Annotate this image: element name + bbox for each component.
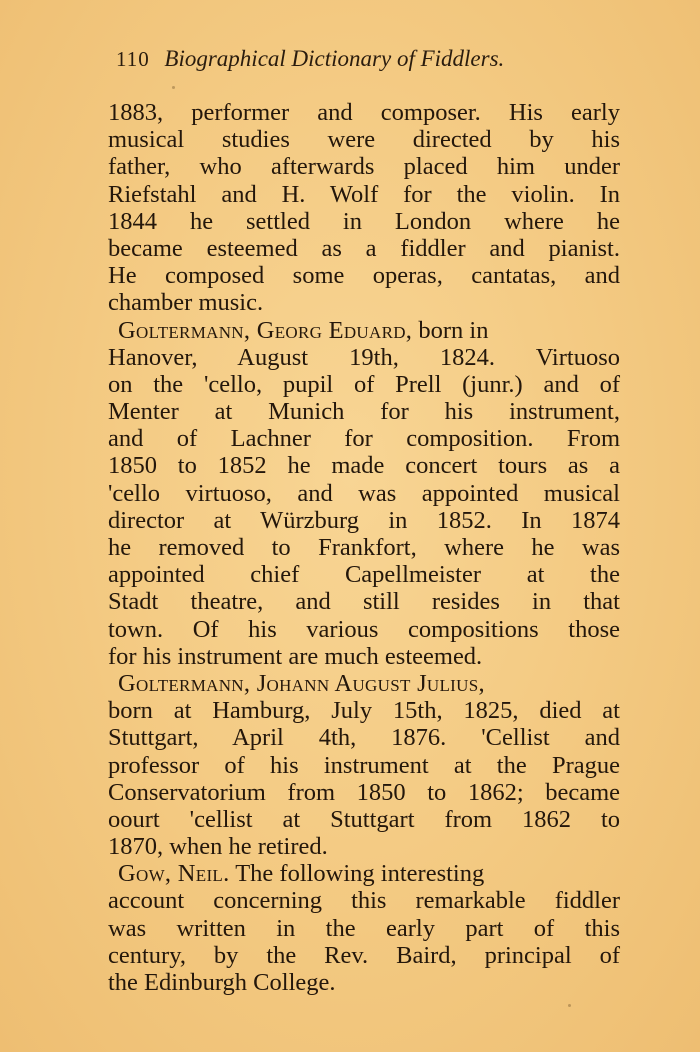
text-line — [108, 371, 620, 398]
text-line — [108, 317, 620, 344]
text-line — [108, 616, 620, 643]
text-line — [108, 887, 620, 914]
line-text: Conservatorium from 1850 to 1862; became — [108, 778, 620, 806]
text-line — [108, 670, 620, 697]
line-text: Hanover, August 19th, 1824. Virtuoso — [108, 343, 620, 371]
text-line — [108, 289, 620, 316]
line-text: appointed chief Capellmeister at the — [108, 561, 620, 589]
text-line — [108, 153, 620, 180]
line-text: he removed to Frankfort, where he was — [108, 534, 620, 561]
line-text: professor of his instrument at the Prague — [108, 751, 620, 779]
line-text: century, by the Rev. Baird, principal of — [108, 941, 620, 969]
line-text: became esteemed as a fiddler and pianist. — [108, 234, 620, 262]
text-line — [108, 942, 620, 969]
entry-text: The following interesting — [229, 860, 485, 888]
text-line — [108, 99, 620, 126]
text-line — [108, 398, 620, 425]
entry-headword: Goltermann, Georg Eduard, — [118, 316, 413, 344]
line-text: Stadt theatre, and still resides in that — [108, 588, 620, 616]
text-line — [108, 915, 620, 942]
line-text: town. Of his various compositions those — [108, 615, 620, 643]
text-line — [108, 181, 620, 208]
line-text: father, who afterwards placed him under — [108, 153, 620, 181]
entry-headword: Goltermann, Johann August Julius, — [118, 669, 485, 697]
line-text: director at Würzburg in 1852. In 1874 — [108, 506, 620, 534]
text-line — [108, 969, 620, 996]
line-text: on the 'cello, pupil of Prell (junr.) and of — [108, 370, 620, 398]
line-text: chamber music. — [108, 289, 264, 317]
text-line — [108, 208, 620, 235]
line-text: 1883, performer and composer. His early — [108, 99, 620, 126]
line-text: was written in the early part of this — [108, 914, 620, 942]
text-line — [108, 480, 620, 507]
line-text: musical studies were directed by his — [108, 126, 620, 154]
line-text: account concerning this remarkable fiddler — [108, 887, 620, 915]
line-text: oourt 'cellist at Stuttgart from 1862 to — [108, 805, 620, 833]
line-text: 1844 he settled in London where he — [108, 207, 620, 235]
text-line — [108, 860, 620, 887]
line-text: Menter at Munich for his instrument, — [108, 398, 620, 426]
page-number: 110 — [116, 47, 150, 71]
text-line — [108, 561, 620, 588]
line-text: Riefstahl and H. Wolf for the violin. In — [108, 180, 620, 208]
text-line — [108, 833, 620, 860]
text-line — [108, 507, 620, 534]
text-line — [108, 779, 620, 806]
line-text: 1870, when he retired. — [108, 833, 328, 861]
text-line — [108, 235, 620, 262]
line-text: 'cello virtuoso, and was appointed musical — [108, 479, 620, 507]
text-line — [108, 724, 620, 751]
line-text: He composed some operas, cantatas, and — [108, 262, 620, 290]
line-text: 1850 to 1852 he made concert tours as a — [108, 452, 620, 480]
line-text: for his instrument are much esteemed. — [108, 642, 483, 670]
line-text: born at Hamburg, July 15th, 1825, died at — [108, 697, 620, 725]
text-line — [108, 588, 620, 615]
print-speck — [172, 86, 175, 89]
text-line — [108, 425, 620, 452]
text-line — [108, 806, 620, 833]
running-header — [116, 46, 504, 72]
text-line — [108, 344, 620, 371]
line-text: the Edinburgh College. — [108, 969, 336, 996]
text-line — [108, 452, 620, 479]
line-text: and of Lachner for composition. From — [108, 425, 620, 453]
text-line — [108, 752, 620, 779]
text-line — [108, 262, 620, 289]
text-line — [108, 697, 620, 724]
entry-text: born in — [412, 316, 489, 344]
print-speck — [568, 1004, 571, 1007]
line-text: Stuttgart, April 4th, 1876. 'Cellist and — [108, 724, 620, 752]
text-line — [108, 534, 620, 561]
running-title: Biographical Dictionary of Fiddlers. — [164, 46, 505, 71]
body-text — [108, 99, 620, 996]
text-line — [108, 643, 620, 670]
text-line — [108, 126, 620, 153]
entry-headword: Gow, Neil. — [118, 860, 230, 888]
